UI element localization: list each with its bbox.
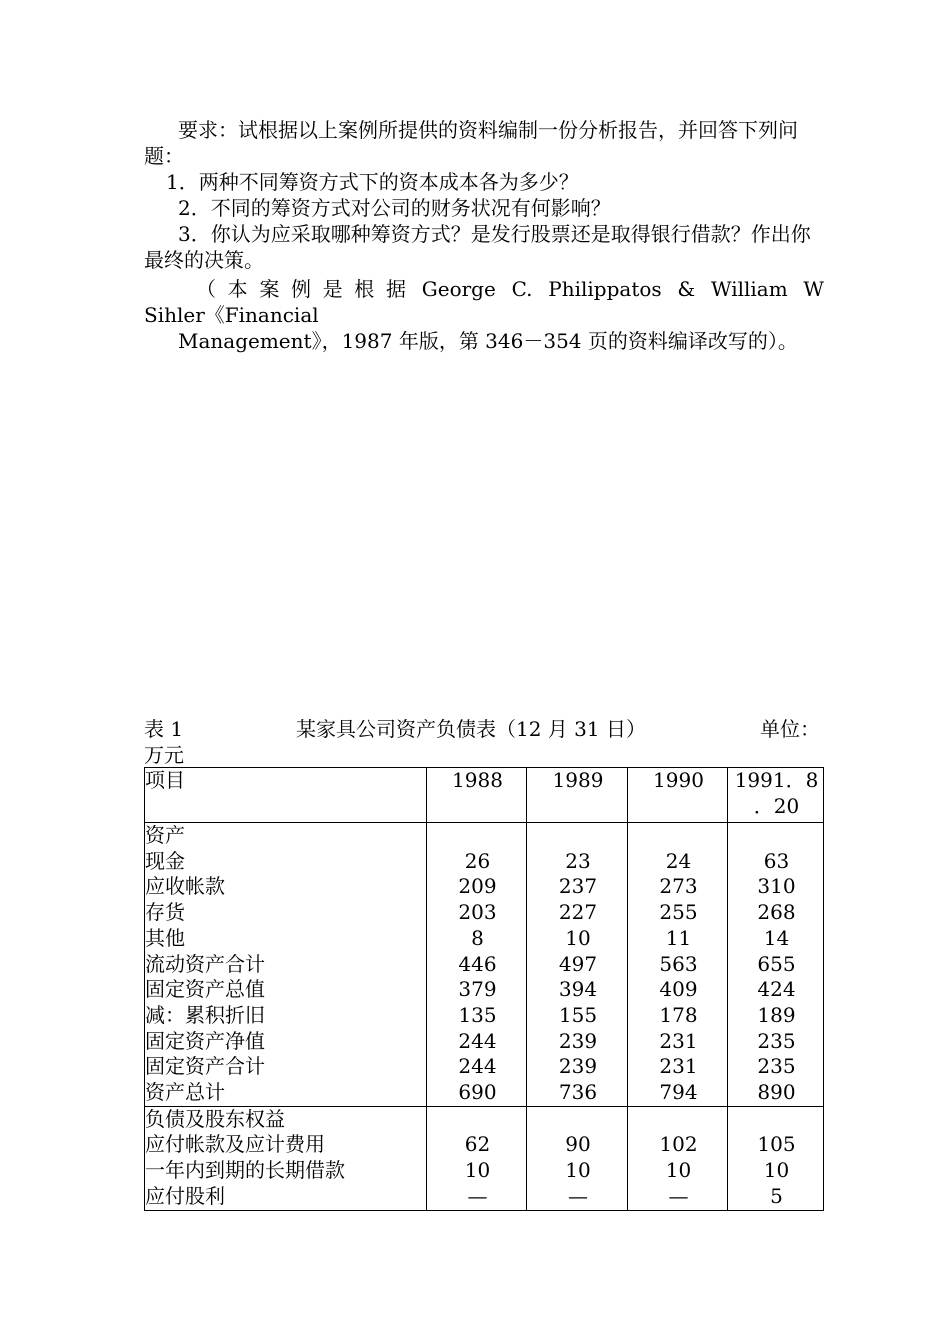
liabilities-1989: [527, 1106, 628, 1210]
row-label: 应付帐款及应计费用: [145, 1132, 325, 1157]
question-3: 3．你认为应采取哪种筹资方式？是发行股票还是取得银行借款？作出你最终的决策。: [144, 222, 811, 272]
assets-labels: [145, 823, 427, 1107]
table-header-row: [145, 768, 824, 823]
cell-value: 227: [558, 900, 598, 925]
cell-value: 690: [458, 1080, 497, 1105]
cell-value: 209: [458, 874, 497, 899]
cell-value: 11: [665, 925, 692, 950]
cell-value: 310: [757, 874, 796, 899]
requirements-intro: 要求：试根据以上案例所提供的资料编制一份分析报告，并回答下列问题：: [144, 118, 798, 168]
cell-value: 189: [757, 1002, 796, 1027]
cell-value: 563: [659, 951, 698, 976]
cell-value: 273: [659, 874, 698, 899]
cell-value: 23: [565, 848, 591, 873]
cell-value: 24: [665, 848, 692, 873]
table-unit: 单位：: [760, 717, 820, 741]
citation-line-1: [144, 276, 824, 302]
cell-value: 10: [565, 925, 591, 950]
citation-word: W: [803, 277, 824, 301]
row-label: 应付股利: [145, 1183, 225, 1208]
cell-value: 239: [558, 1028, 598, 1053]
citation-word: George: [421, 277, 496, 301]
cell-value: 268: [757, 900, 796, 925]
assets-1989: [527, 823, 628, 1107]
liabilities-1991: [728, 1106, 824, 1210]
cell-value: 5: [770, 1183, 783, 1208]
row-label: 存货: [145, 900, 185, 925]
citation-word: Philippatos: [548, 277, 662, 301]
cell-value: 155: [558, 1002, 598, 1027]
table-title: 某家具公司资产负债表（12 月 31 日）: [296, 717, 646, 741]
cell-value: 890: [757, 1080, 796, 1105]
cell-value: 10: [763, 1158, 790, 1183]
citation-line-3: Management》，1987 年版，第 346－354 页的资料编译改写的）。: [178, 329, 798, 353]
cell-value: 90: [565, 1132, 591, 1157]
question-2: 2．不同的筹资方式对公司的财务状况有何影响？: [178, 196, 611, 220]
table-unit-value: 万元: [144, 743, 184, 767]
table-label: 表 1: [144, 717, 184, 741]
liabilities-section: [145, 1106, 824, 1210]
cell-value: 10: [464, 1158, 491, 1183]
cell-value: 379: [458, 977, 497, 1002]
assets-1990: [628, 823, 728, 1107]
citation-word: 本: [227, 277, 248, 301]
cell-value: 239: [558, 1054, 598, 1079]
cell-value: 62: [464, 1132, 491, 1157]
cell-value: 10: [665, 1158, 692, 1183]
header-1989: 1989: [527, 768, 628, 823]
assets-1988: [427, 823, 527, 1107]
citation-line-2: Sihler《Financial: [144, 303, 319, 327]
cell-value: 244: [458, 1028, 497, 1053]
cell-value: 10: [565, 1158, 591, 1183]
cell-value: 135: [458, 1002, 497, 1027]
cell-value: 794: [659, 1080, 698, 1105]
row-label: 其他: [145, 925, 185, 950]
row-label: 应收帐款: [145, 874, 225, 899]
cell-value: 178: [659, 1002, 698, 1027]
liabilities-1988: [427, 1106, 527, 1210]
cell-value: 102: [659, 1132, 698, 1157]
cell-value: 736: [558, 1080, 598, 1105]
balance-sheet-table: [144, 767, 824, 1211]
citation-word: &: [677, 277, 696, 301]
cell-value: 424: [757, 977, 796, 1002]
cell-value: 446: [458, 951, 497, 976]
row-label: 减：累积折旧: [145, 1002, 265, 1027]
citation-word: C.: [511, 277, 533, 301]
citation-word: 例: [290, 277, 311, 301]
cell-value: 255: [659, 900, 698, 925]
liabilities-1990: [628, 1106, 728, 1210]
citation-word: 案: [259, 277, 280, 301]
cell-value: 394: [558, 977, 598, 1002]
row-label: 一年内到期的长期借款: [145, 1158, 345, 1183]
cell-value: 26: [464, 848, 491, 873]
header-item: 项目: [145, 768, 427, 823]
question-1: 1．两种不同筹资方式下的资本成本各为多少？: [166, 170, 579, 194]
row-label: 固定资产合计: [145, 1054, 265, 1079]
cell-value: 655: [757, 951, 796, 976]
header-1991: 1991．8 ．20: [728, 768, 824, 823]
cell-value: —: [668, 1183, 689, 1208]
citation-word: 根: [354, 277, 375, 301]
header-1988: 1988: [427, 768, 527, 823]
section-heading: 负债及股东权益: [145, 1106, 285, 1131]
citation-word: （: [196, 277, 216, 301]
assets-section: [145, 823, 824, 1107]
citation-word: 据: [385, 277, 406, 301]
cell-value: 231: [659, 1028, 698, 1053]
cell-value: —: [568, 1183, 588, 1208]
row-label: 现金: [145, 848, 185, 873]
row-label: 资产总计: [145, 1080, 225, 1105]
citation-word: 是: [322, 277, 343, 301]
liabilities-labels: [145, 1106, 427, 1210]
cell-value: 497: [558, 951, 598, 976]
cell-value: 237: [558, 874, 598, 899]
cell-value: 63: [763, 848, 790, 873]
cell-value: 235: [757, 1054, 796, 1079]
assets-1991: [728, 823, 824, 1107]
cell-value: —: [467, 1183, 488, 1208]
cell-value: 14: [763, 925, 790, 950]
row-label: 固定资产总值: [145, 977, 265, 1002]
cell-value: 105: [757, 1132, 796, 1157]
citation-word: William: [710, 277, 788, 301]
row-label: 固定资产净值: [145, 1028, 265, 1053]
row-label: 流动资产合计: [145, 951, 265, 976]
cell-value: 8: [471, 925, 484, 950]
header-1990: 1990: [628, 768, 728, 823]
cell-value: 203: [458, 900, 497, 925]
cell-value: 235: [757, 1028, 796, 1053]
section-heading: 资产: [145, 823, 185, 847]
cell-value: 409: [659, 977, 698, 1002]
cell-value: 244: [458, 1054, 497, 1079]
cell-value: 231: [659, 1054, 698, 1079]
